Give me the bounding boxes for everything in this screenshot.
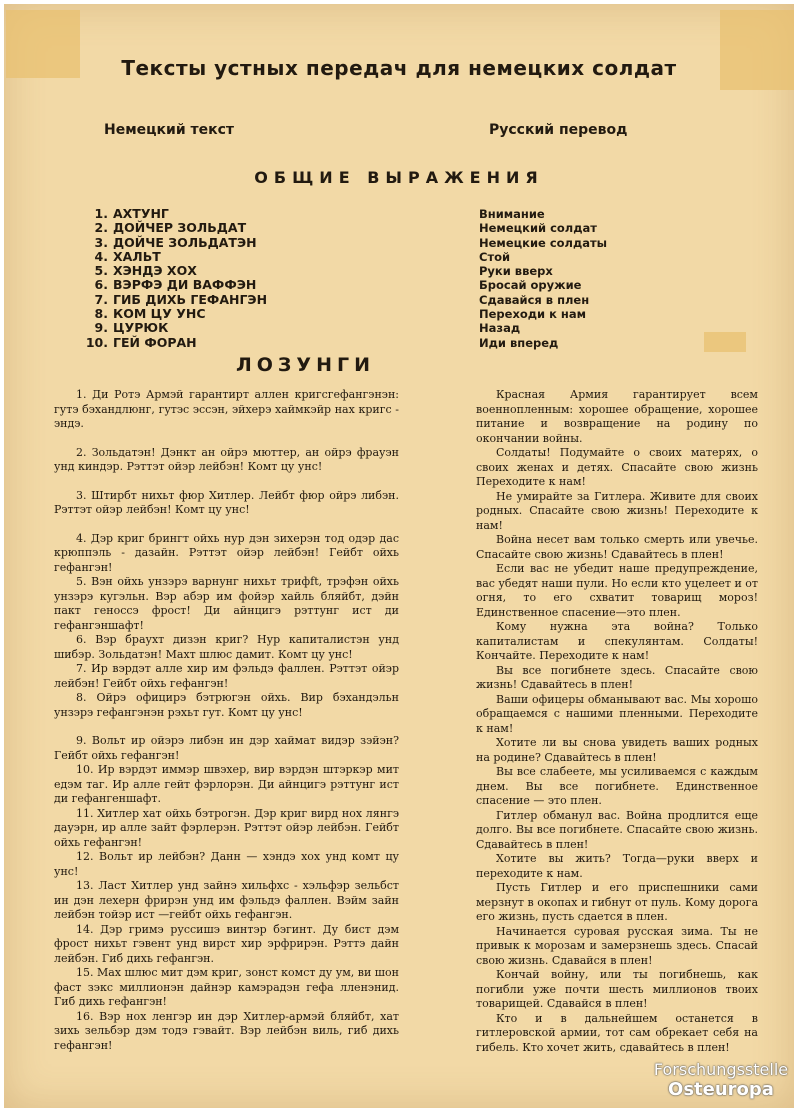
- expression-german-text: ХЭНДЭ ХОХ: [113, 263, 197, 279]
- slogan-paragraph: 15. Мах шлюс мит дэм криг, зонст комст ду ум, ви шон фаст зэкс миллионэн дайнэр камэрадэн гефа лленэнид. Гиб дихь гефангэн!: [54, 966, 399, 1008]
- slogans-german-column: [54, 388, 399, 1053]
- expression-number: 1.: [94, 206, 108, 221]
- expression-german-item: [84, 236, 267, 250]
- watermark-logo: [646, 1060, 796, 1100]
- expression-russian-item: Сдавайся в плен: [479, 292, 590, 307]
- expression-german-text: ДОЙЧЕР ЗОЛЬДАТ: [113, 220, 247, 236]
- expression-german-text: ЦУРЮК: [113, 320, 169, 336]
- german-column-heading: Немецкий текст: [104, 122, 235, 138]
- slogan-paragraph: Красная Армия гарантирует всем военнопленным: хорошее обращение, хорошее питание и возвращение на родину по окончании войны.: [476, 388, 758, 445]
- slogan-paragraph: Война несет вам только смерть или увечье. Спасайте свою жизнь! Сдавайтесь в плен!: [476, 533, 758, 561]
- expression-number: 2.: [94, 220, 108, 236]
- russian-column-heading: Русский перевод: [489, 122, 628, 138]
- leaflet-sheet: [4, 4, 794, 1108]
- slogan-paragraph: Вы все погибнете здесь. Спасайте свою жизнь! Сдавайтесь в плен!: [476, 663, 758, 691]
- slogan-paragraph: 10. Ир вэрдэт иммэр швэхер, вир вэрдэн штэркэр мит едэм таг. Ир алле гейт фэрлорэн. Ди айнцигэ рэттунг ист ди гефангеншафт.: [54, 763, 399, 805]
- expression-german-item: [84, 307, 267, 321]
- expression-german-text: ГЕЙ ФОРАН: [113, 334, 197, 350]
- expression-russian-item: Переходи к нам: [479, 307, 587, 322]
- watermark-line1: Forschungsstelle: [653, 1060, 789, 1079]
- expression-german-item: [84, 207, 267, 221]
- expression-german-text: ХАЛЬТ: [113, 248, 161, 264]
- expression-russian-item: Внимание: [479, 207, 545, 221]
- slogan-paragraph: Ваши офицеры обманывают вас. Мы хорошо обращаемся с нашими пленными. Переходите к нам!: [476, 692, 758, 735]
- slogan-paragraph: Вы все слабеете, мы усиливаемся с каждым днем. Вы все погибнете. Единственное спасение — это плен.: [476, 765, 758, 807]
- expression-german-item: [84, 336, 267, 350]
- slogan-paragraph: Кончай войну, или ты погибнешь, как погибли уже почти шесть миллионов твоих товарищей. Сдавайся в плен!: [476, 968, 758, 1010]
- expression-number: 9.: [94, 320, 108, 336]
- expression-russian-item: Немецкие солдаты: [479, 235, 608, 250]
- expression-number: 3.: [94, 234, 108, 250]
- slogan-paragraph: 1. Ди Ротэ Армэй гарантирт аллен кригсгефангэнэн: гутэ бэхандлюнг, гутэс эссэн, эйхерэ хаймкэйр нах кригс - эндэ.: [54, 388, 399, 430]
- slogan-paragraph: Хотите ли вы снова увидеть ваших родных на родине? Сдавайтесь в плен!: [476, 736, 758, 764]
- slogan-paragraph: Гитлер обманул вас. Война продлится еще долго. Вы все погибнете. Спасайте свою жизнь. Сдавайтесь в плен!: [476, 808, 758, 851]
- slogan-paragraph: 13. Ласт Хитлер унд зайнэ хильфхс - хэльфэр зельбст ин дэн лехерн фрирэн унд им фэльдэ фаллен. Вэйм зайн лейбэн тойэр ист —гейбт ойхь гефангэн.: [54, 879, 399, 921]
- slogan-paragraph: Пусть Гитлер и его приспешники сами мерзнут в окопах и гибнут от пуль. Кому дорога его жизнь, пусть сдается в плен.: [476, 881, 758, 923]
- slogan-paragraph: 11. Хитлер хат ойхь бэтрогэн. Дэр криг вирд нох лянгэ дауэрн, ир алле зайт фэрлерэн. Рэттэт ойэр лейбэн. Гейбт ойхь гефангэн!: [54, 806, 399, 849]
- expression-german-item: [84, 250, 267, 264]
- slogan-paragraph: 12. Вольт ир лейбэн? Данн — хэндэ хох унд комт цу унс!: [54, 850, 399, 878]
- tape-mark: [704, 332, 746, 352]
- expression-number: 6.: [94, 277, 108, 293]
- expression-german-item: [84, 321, 267, 335]
- slogan-paragraph: Кто и в дальнейшем останется в гитлеровской армии, тот сам обрекает себя на гибель. Кто хочет жить, сдавайтесь в плен!: [476, 1011, 758, 1054]
- slogan-paragraph: Солдаты! Подумайте о своих матерях, о своих женах и детях. Спасайте свою жизнь Переходите к нам!: [476, 446, 758, 488]
- expression-german-text: КОМ ЦУ УНС: [113, 306, 206, 322]
- expression-german-item: [84, 221, 267, 235]
- expression-number: 4.: [94, 248, 108, 264]
- expressions-german-list: [84, 207, 267, 350]
- slogan-paragraph: 16. Вэр нох ленгэр ин дэр Хитлер-армэй бляйбт, хат зихь зельбэр дэм тодэ гэвайт. Вэр лейбэн виль, гиб дихь гефангэн!: [54, 1009, 399, 1052]
- slogan-paragraph: Не умирайте за Гитлера. Живите для своих родных. Спасайте свою жизнь! Переходите к нам!: [476, 489, 758, 532]
- expression-number: 7.: [94, 291, 108, 307]
- expression-german-item: [84, 278, 267, 292]
- slogans-russian-column: [476, 388, 758, 1055]
- section-heading-expressions: ОБЩИЕ ВЫРАЖЕНИЯ: [254, 168, 544, 187]
- expression-russian-item: Немецкий солдат: [479, 221, 597, 236]
- expression-german-item: [84, 293, 267, 307]
- expressions-russian-list: [479, 207, 607, 350]
- expression-german-text: АХТУНГ: [113, 206, 169, 221]
- page-title: Тексты устных передач для немецких солдат: [121, 56, 677, 80]
- slogan-paragraph: 7. Ир вэрдэт алле хир им фэльдэ фаллен. Рэттэт ойэр лейбэн! Гейбт ойхь гефангэн!: [54, 662, 399, 690]
- slogan-paragraph: 14. Дэр гримэ руссишэ винтэр бэгинт. Ду бист дэм фрост нихьт гэвент унд вирст хир эрфрирэн. Рэттэ дайн лейбэн. Гиб дихь гефангэн.: [54, 922, 399, 965]
- expression-russian-item: Иди вперед: [479, 335, 559, 350]
- slogan-paragraph: 4. Дэр криг брингт ойхь нур дэн зихерэн тод одэр дас крюппэль - дазайн. Рэттэт ойэр лейбэн! Гейбт ойхь гефангэн!: [54, 531, 399, 574]
- expression-german-text: ВЭРФЭ ДИ ВАФФЭН: [113, 277, 257, 293]
- expression-number: 8.: [94, 306, 108, 322]
- expression-russian-item: Стой: [479, 249, 511, 264]
- expression-german-text: ДОЙЧЕ ЗОЛЬДАТЭН: [113, 234, 257, 250]
- expression-russian-item: Руки вверх: [479, 264, 553, 279]
- slogan-paragraph: 8. Ойрэ официрэ бэтрюгэн ойхь. Вир бэхандэльн унзэрэ гефангэнэн рэхьт гут. Комт цу унс!: [54, 691, 399, 719]
- slogan-paragraph: Начинается суровая русская зима. Ты не привык к морозам и замерзнешь здесь. Спасай свою жизнь. Сдавайся в плен!: [476, 924, 758, 967]
- slogan-paragraph: 6. Вэр браухт дизэн криг? Нур капиталистэн унд шибэр. Зольдатэн! Махт шлюс дамит. Комт цу унс!: [54, 633, 399, 661]
- slogan-paragraph: 3. Штирбт нихьт фюр Хитлер. Лейбт фюр ойрэ либэн. Рэттэт ойэр лейбэн! Комт цу унс!: [54, 488, 399, 516]
- watermark-line2: Osteuropa: [668, 1079, 774, 1100]
- expression-russian-item: Назад: [479, 321, 521, 336]
- slogan-paragraph: Кому нужна эта война? Только капиталистам и спекулянтам. Солдаты! Кончайте. Переходите к нам!: [476, 620, 758, 662]
- slogan-paragraph: Если вас не убедит наше предупреждение, вас убедят наши пули. Но если кто уцелеет и от огня, то его схватит товарищ мороз! Единственное спасение—это плен.: [476, 562, 758, 619]
- slogan-paragraph: 5. Вэн ойхь унзэрэ варнунг нихьт трифft, трэфэн ойхь унзэрэ кугэльн. Вэр абэр им фойэр хайль бляйбт, дэйн пакт геноссэ фрост! Ди айнцигэ рэттунг ист ди гефангэншафт!: [54, 575, 399, 632]
- expression-number: 10.: [85, 334, 108, 350]
- expression-number: 5.: [94, 263, 108, 279]
- slogan-paragraph: 9. Вольт ир ойэрэ либэн ин дэр хаймат видэр зэйэн? Гейбт ойхь гефангэн!: [54, 734, 399, 762]
- slogan-paragraph: Хотите вы жить? Тогда—руки вверх и переходите к нам.: [476, 852, 758, 880]
- expression-russian-item: Бросай оружие: [479, 278, 582, 293]
- slogan-paragraph: 2. Зольдатэн! Дэнкт ан ойрэ мюттер, ан ойрэ фрауэн унд киндэр. Рэттэт ойэр лейбэн! Комт цу унс!: [54, 445, 399, 473]
- expression-german-item: [84, 264, 267, 278]
- expression-german-text: ГИБ ДИХЬ ГЕФАНГЭН: [113, 291, 268, 307]
- section-heading-slogans: ЛОЗУНГИ: [236, 354, 375, 376]
